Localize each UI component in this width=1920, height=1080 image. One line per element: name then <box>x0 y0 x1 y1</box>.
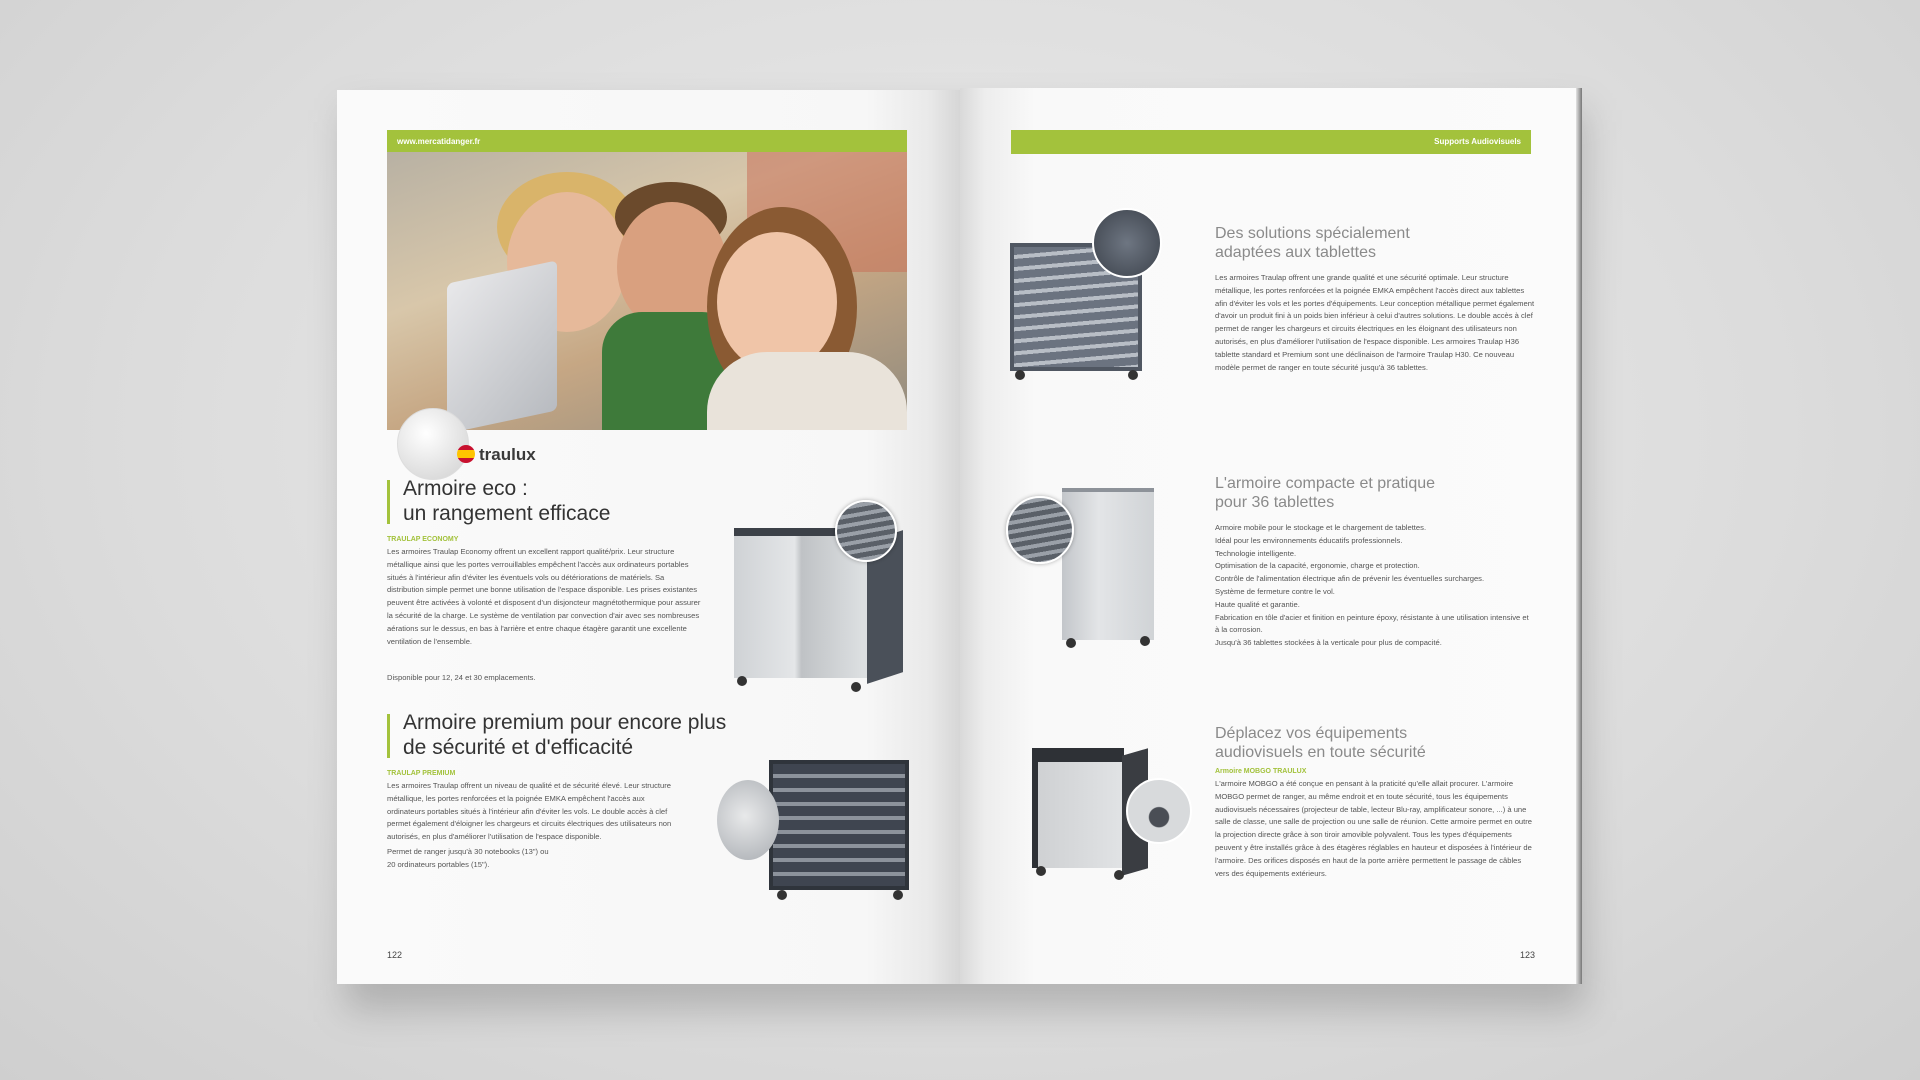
block2-line: Haute qualité et garantie. <box>1215 599 1300 609</box>
block2-line: Système de fermeture contre le vol. <box>1215 586 1335 596</box>
mobgo-cabinet-image <box>1032 748 1124 868</box>
block3-title <box>1215 724 1426 762</box>
wheel-icon <box>1036 866 1046 876</box>
section1-label: TRAULAP ECONOMY <box>387 536 459 543</box>
block2-line: Jusqu'à 36 tablettes stockées à la verticale pour plus de compacité. <box>1215 638 1442 648</box>
tablet-cabinet-zoom <box>1092 208 1162 278</box>
section1-title-line2: un rangement efficace <box>403 502 611 525</box>
hero-kid3 <box>717 232 837 372</box>
section2-note-line1: Permet de ranger jusqu'à 30 notebooks (13") ou <box>387 847 549 856</box>
section2-title-line2: de sécurité et d'efficacité <box>403 736 634 759</box>
wheel-icon <box>1015 370 1025 380</box>
wheel-icon <box>777 890 787 900</box>
right-page <box>960 88 1582 984</box>
wheel-icon <box>893 890 903 900</box>
block3-title-line1: Déplacez vos équipements <box>1215 725 1408 742</box>
wheel-icon <box>1128 370 1138 380</box>
section2-note-line2: 20 ordinateurs portables (15"). <box>387 859 490 869</box>
left-page <box>337 90 960 984</box>
hero-photo-children-laptop <box>387 152 907 430</box>
block1-title-line1: Des solutions spécialement <box>1215 225 1410 242</box>
tablet36-cabinet-zoom <box>1006 496 1074 564</box>
block1-title-line2: adaptées aux tablettes <box>1215 244 1377 261</box>
block3-body: L'armoire MOBGO a été conçue en pensant à la praticité qu'elle allait procurer. L'armoire MOBGO permet de ranger, au même endroit et en toute sécurité, tous les équipements audiovisuels nécessaires (projecteur de table, lecteur Blu-ray, amplificateur sonore, ...) à une salle de classe, une salle de projection ou une salle de réunion. Cette armoire permet en outre la projection directe grâce à son tiroir amovible polyvalent. Tous les types d'équipements peuvent y être installés grâce à des étagères réglables en hauteur et disposées à l'intérieur de l'armoire. Des orifices disposés en haut de la porte arrière permettent le passage de câbles vers des équipements extérieurs. <box>1215 779 1533 878</box>
block3-label: Armoire MOBGO TRAULUX <box>1215 768 1307 775</box>
block1-body: Les armoires Traulap offrent une grande qualité et une sécurité optimale. Leur structure métallique, les portes renforcées et la poignée EMKA empêchent l'accès direct aux tablettes afin d'éviter les vols et les portes d'équipements. Leur conception métallique permet également d'avoir un produit fini à un poids bien inférieur à celui d'autres solutions. Le double accès à clef permet de ranger les chargeurs et circuits électriques en les éloignant des utilisateurs non autorisés, en plus d'améliorer l'utilisation de l'espace disponible. Les armoires Traulap H36 tablette standard et Premium sont une déclinaison de l'armoire Traulap H30. Ce nouveau modèle permet de ranger en toute sécurité jusqu'à 36 tablettes. <box>1215 273 1535 372</box>
block2-list <box>1215 522 1535 650</box>
hero-laptop <box>447 260 557 430</box>
section2-body: Les armoires Traulap offrent un niveau de qualité et de sécurité élevé. Leur structure métallique, les portes renforcées et la poignée EMKA empêchent l'accès aux ordinateurs portables situés à l'intérieur afin d'éviter les vols. Le double accès à clef permet également d'éloigner les chargeurs et circuits électriques des utilisateurs non autorisés, en plus d'améliorer l'utilisation de l'espace disponible. <box>387 781 672 842</box>
block2-line: Idéal pour les environnements éducatifs professionnels. <box>1215 535 1403 545</box>
block2-line: Fabrication en tôle d'acier et finition en peinture époxy, résistante à une utilisation intensive et à la corrosion. <box>1215 612 1529 635</box>
brand-logo-traulux: traulux <box>479 445 536 464</box>
section2-title <box>403 710 726 760</box>
wheel-icon <box>1140 636 1150 646</box>
block2-title <box>1215 474 1435 512</box>
header-url-bar: www.mercatidanger.fr <box>387 130 907 154</box>
block2-line: Optimisation de la capacité, ergonomie, charge et protection. <box>1215 561 1420 571</box>
tablet36-cabinet-image <box>1062 488 1154 640</box>
premium-cabinet-door <box>717 780 779 860</box>
block2-line: Armoire mobile pour le stockage et le chargement de tablettes. <box>1215 523 1427 532</box>
eco-cabinet-zoom <box>835 500 897 562</box>
globe-icon <box>397 408 469 480</box>
block3-title-line2: audiovisuels en toute sécurité <box>1215 744 1426 761</box>
page-number-right: 123 <box>1520 950 1536 960</box>
block1-title <box>1215 224 1410 262</box>
brochure-spread <box>337 86 1582 986</box>
wheel-icon <box>1114 870 1124 880</box>
hero-shirt-white <box>707 352 907 430</box>
spain-flag-icon <box>457 445 475 463</box>
section1-accent-bar <box>387 480 390 524</box>
section2-label: TRAULAP PREMIUM <box>387 770 456 777</box>
block2-line: Contrôle de l'alimentation électrique afin de prévenir les éventuelles surcharges. <box>1215 574 1485 584</box>
wheel-icon <box>737 676 747 686</box>
block2-title-line2: pour 36 tablettes <box>1215 494 1335 511</box>
section2-accent-bar <box>387 714 390 758</box>
section2-note <box>387 846 672 872</box>
section1-note: Disponible pour 12, 24 et 30 emplacements. <box>387 673 536 682</box>
page-number-left: 122 <box>387 950 403 960</box>
section2-title-line1: Armoire premium pour encore plus <box>403 711 727 734</box>
section1-body: Les armoires Traulap Economy offrent un excellent rapport qualité/prix. Leur structure métallique ainsi que les portes verrouillables empêchent l'accès aux ordinateurs portables situés à l'intérieur afin d'éviter les éventuels vols ou détériorations de matériels. Sa distribution simple permet une bonne utilisation de l'espace disponible. Les prises existantes peuvent être activées à volonté et disposent d'un disjoncteur magnétothermique pour assurer la sécurité de la charge. Le système de ventilation par convection d'air avec ses nombreuses aérations sur le dessus, en bas à l'arrière et entre chaque étagère garantit une excellente ventilation de l'ensemble. <box>387 547 701 646</box>
section1-title <box>403 476 610 526</box>
mobgo-cabinet-zoom <box>1126 778 1192 844</box>
header-section-bar: Supports Audiovisuels <box>1011 130 1531 154</box>
section1-title-line1: Armoire eco : <box>403 477 528 500</box>
wheel-icon <box>1066 638 1076 648</box>
premium-cabinet-image <box>769 760 909 890</box>
block2-title-line1: L'armoire compacte et pratique <box>1215 475 1436 492</box>
wheel-icon <box>851 682 861 692</box>
block2-line: Technologie intelligente. <box>1215 548 1297 558</box>
